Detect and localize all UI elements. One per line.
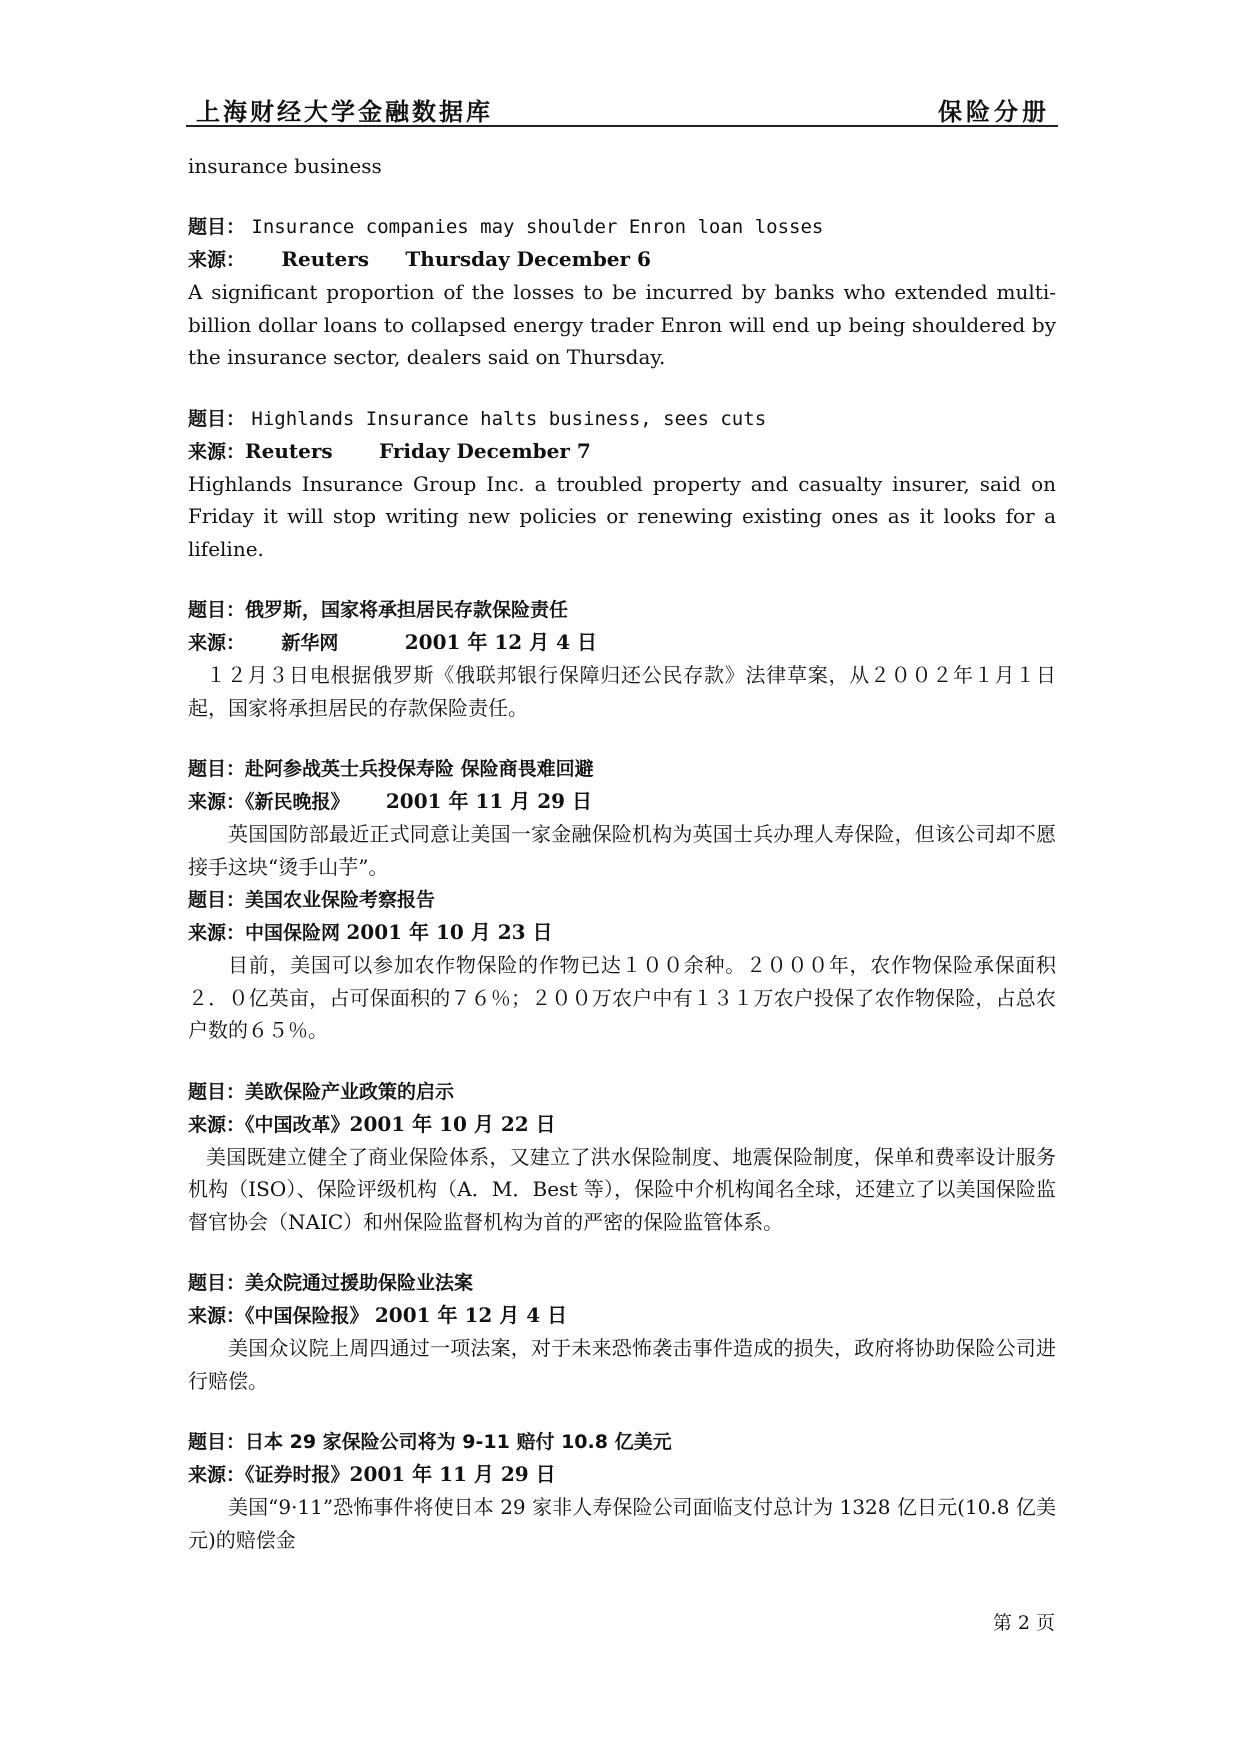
page-number: 第 2 页: [992, 1612, 1055, 1634]
source-name: 《中国保险报》: [245, 1305, 369, 1327]
article-title: 俄罗斯，国家将承担居民存款保险责任: [245, 599, 569, 621]
header-divider: [186, 125, 1058, 127]
article: [188, 752, 1056, 883]
source-label: 来源：: [188, 1464, 246, 1486]
article: [188, 210, 1056, 374]
title-label: 题目：: [188, 758, 246, 780]
source-name: 《新民晚报》: [245, 791, 350, 813]
title-label: 题目：: [188, 889, 246, 911]
title-label: 题目：: [188, 599, 246, 621]
article: [188, 1075, 1056, 1239]
article-body: 美国众议院上周四通过一项法案，对于未来恐怖袭击事件造成的损失，政府将协助保险公司进行赔偿。: [188, 1336, 1056, 1393]
source-date: 2001 年 10 月 22 日: [349, 1111, 556, 1136]
spacer: [188, 182, 1056, 210]
article-title: 美欧保险产业政策的启示: [245, 1080, 455, 1103]
title-label: 题目：: [188, 1080, 246, 1103]
article: [188, 883, 1056, 1047]
article-title: 赴阿参战英士兵投保寿险 保险商畏难回避: [245, 758, 594, 780]
spacer: [188, 374, 1056, 402]
source-name: 《中国改革》: [245, 1113, 350, 1136]
source-label: 来源：: [188, 632, 246, 654]
source-label: 来源：: [188, 440, 246, 463]
page-header: [186, 88, 1058, 124]
source-date: 2001 年 11 月 29 日: [349, 1462, 556, 1486]
article-body: 美国既建立健全了商业保险体系，又建立了洪水保险制度、地震保险制度，保单和费率设计服务机构（ISO）、保险评级机构（A．M．Best 等），保险中介机构闻名全球，还建立了以美国保险监督官协会（NAIC）和州保险监督机构为首的严密的保险监管体系。: [188, 1144, 1056, 1234]
article-title: 美国农业保险考察报告: [245, 889, 436, 911]
article: [188, 1266, 1056, 1397]
spacer: [188, 1047, 1056, 1075]
article-title: 美众院通过援助保险业法案: [245, 1272, 474, 1294]
article-body: 美国“9·11”恐怖事件将使日本 29 家非人寿保险公司面临支付总计为 1328 亿日元(10.8 亿美元)的赔偿金: [188, 1495, 1056, 1552]
article-body: A significant proportion of the losses to be incurred by banks who extended multi-billion dollar loans to collapsed energy trader Enron will end up being shouldered by the insurance sector, dealers said on Thursday.: [188, 280, 1056, 369]
article-title: 日本 29 家保险公司将为 9-11 赔付 10.8 亿美元: [245, 1431, 672, 1453]
source-name: 新华网: [281, 632, 339, 654]
article-title: Insurance companies may shoulder Enron loan losses: [251, 216, 824, 238]
spacer: [188, 1238, 1056, 1266]
article: [188, 402, 1056, 566]
source-label: 来源：: [188, 1113, 246, 1136]
source-label: 来源：: [188, 922, 246, 944]
source-date: Thursday December 6: [405, 247, 651, 271]
title-label: 题目：: [188, 407, 246, 430]
article-title: Highlands Insurance halts business, sees cuts: [251, 407, 767, 430]
title-label: 题目：: [188, 1431, 246, 1453]
article-body: Highlands Insurance Group Inc. a troubled property and casualty insurer, said on Friday it will stop writing new policies or renewing existing ones as it looks for a lifeline.: [188, 471, 1056, 561]
source-name: Reuters: [245, 438, 333, 463]
source-label: 来源：: [188, 1305, 246, 1327]
article: [188, 1425, 1056, 1556]
article: [188, 593, 1056, 724]
source-label: 来源：: [188, 791, 246, 813]
source-name: 中国保险网: [245, 922, 341, 944]
spacer: [188, 724, 1056, 752]
continuation-text: insurance business: [188, 154, 382, 178]
title-label: 题目：: [188, 1272, 246, 1294]
article-body: １２月３日电根据俄罗斯《俄联邦银行保障归还公民存款》法律草案，从２００２年１月１日起，国家将承担居民的存款保险责任。: [188, 663, 1056, 720]
article-body: 目前，美国可以参加农作物保险的作物已达１００余种。２０００年，农作物保险承保面积２．０亿英亩，占可保面积的７６％；２００万农户中有１３１万农户投保了农作物保险，占总农户数的６５％。: [188, 953, 1056, 1042]
source-name: 《证券时报》: [245, 1464, 350, 1486]
source-date: 2001 年 11 月 29 日: [385, 789, 593, 813]
title-label: 题目：: [188, 216, 246, 238]
source-date: 2001 年 12 月 4 日: [404, 630, 597, 654]
source-label: 来源：: [188, 249, 246, 271]
source-date: 2001 年 10 月 23 日: [346, 920, 553, 944]
source-date: Friday December 7: [379, 438, 591, 463]
database-title: 上海财经大学金融数据库: [196, 97, 493, 126]
volume-title: 保险分册: [938, 97, 1050, 126]
source-name: Reuters: [281, 247, 370, 271]
spacer: [188, 1397, 1056, 1425]
source-date: 2001 年 12 月 4 日: [374, 1303, 568, 1327]
document-body: [188, 150, 1056, 1556]
spacer: [188, 565, 1056, 593]
article-body: 英国国防部最近正式同意让美国一家金融保险机构为英国士兵办理人寿保险，但该公司却不愿接手这块“烫手山芋”。: [188, 822, 1056, 879]
